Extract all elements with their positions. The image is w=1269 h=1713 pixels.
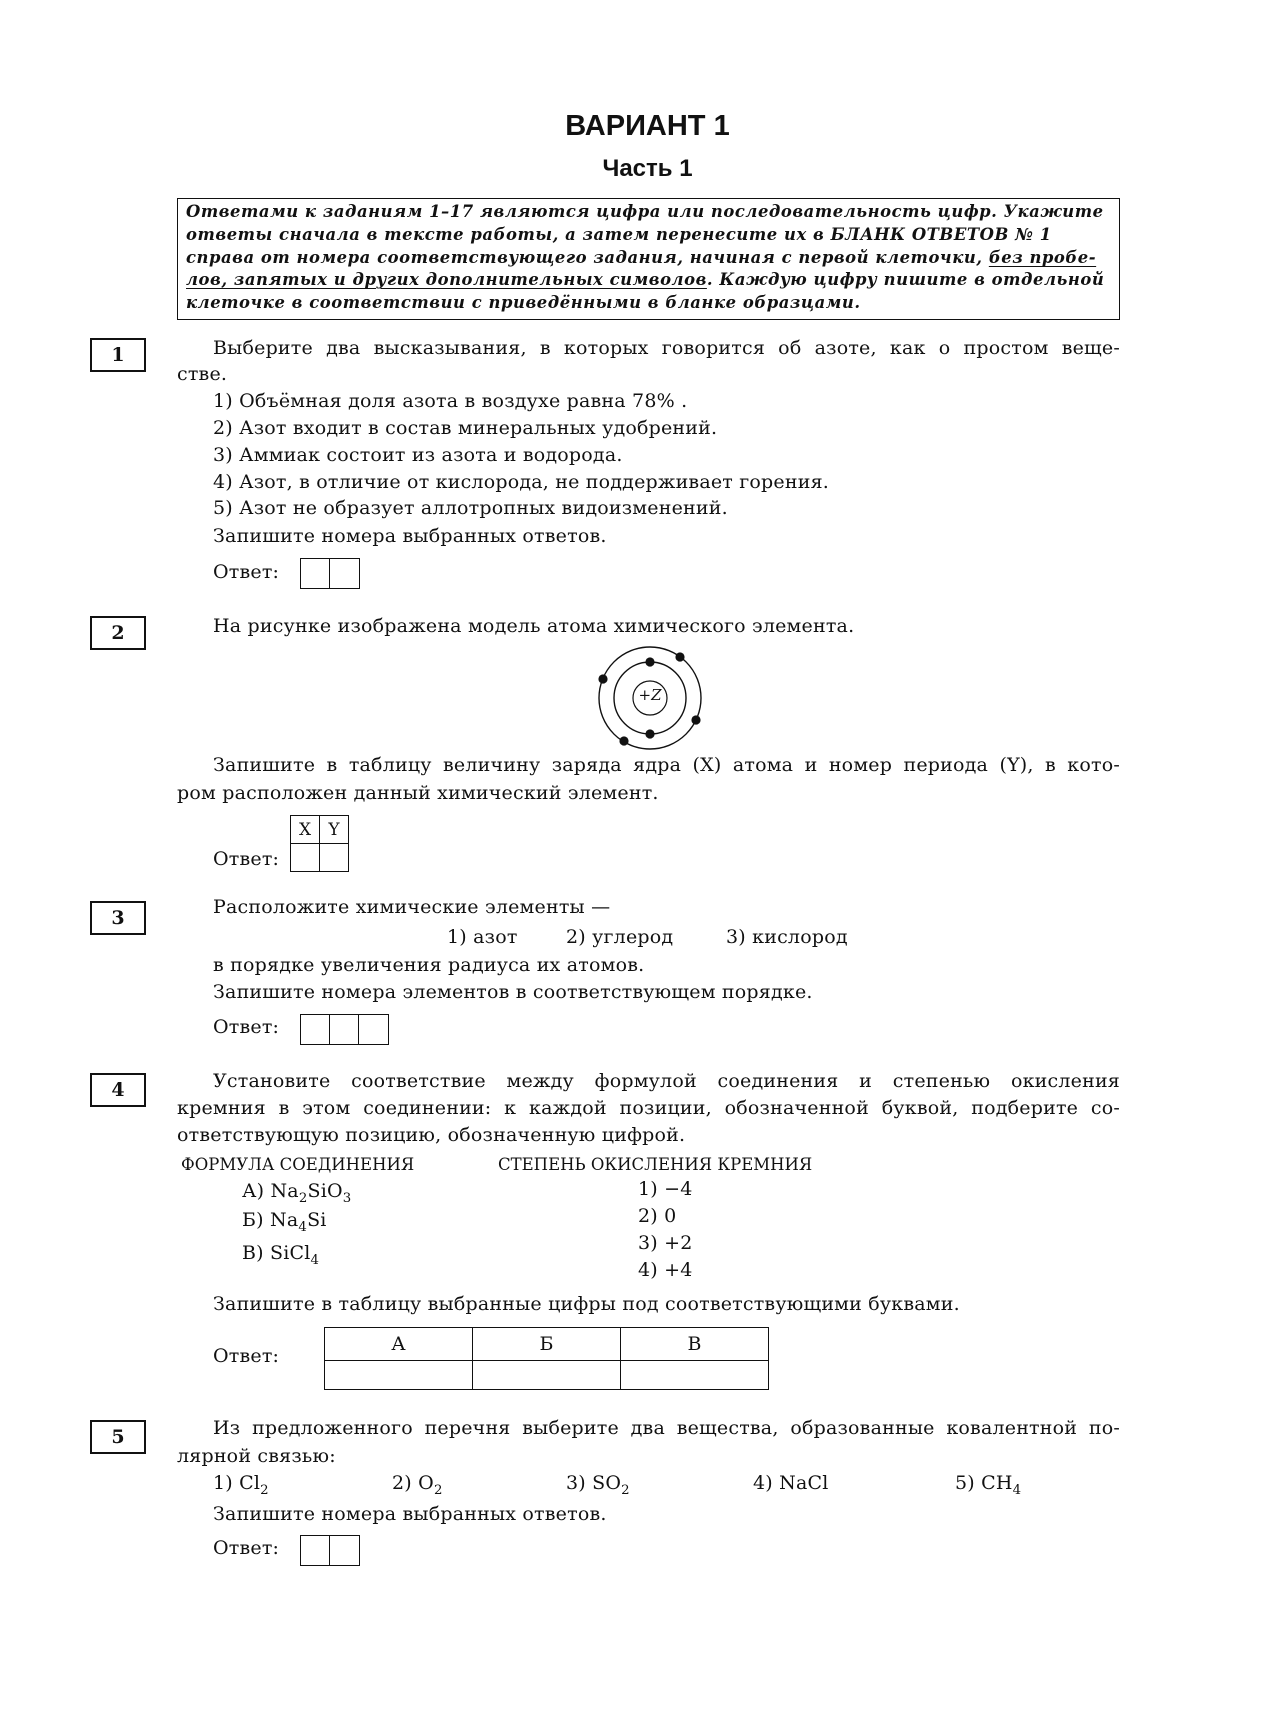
task3-line2: в порядке увеличения радиуса их атомов. xyxy=(213,954,645,976)
task5-option: 5) $CH_4$ xyxy=(955,1472,1022,1498)
task3-element: 3) кислород xyxy=(726,926,848,948)
task5-option: 1) $Cl_2$ xyxy=(213,1472,269,1498)
task1-option: 3) Аммиак состоит из азота и водорода. xyxy=(213,444,623,466)
instructions-box xyxy=(177,198,1120,320)
oxidation-state: 2) 0 xyxy=(638,1205,677,1227)
task5-option: 4) NaCl xyxy=(753,1472,829,1494)
answer-label: Ответ: xyxy=(213,1016,280,1038)
formula-v: В) SiCl$_4$ xyxy=(242,1242,320,1268)
table-header-v: В xyxy=(621,1328,769,1361)
task3-element: 2) углерод xyxy=(566,926,674,948)
task5-option: 3) $SO_2$ xyxy=(566,1472,630,1498)
formula-b: Б) $Na_4Si$ xyxy=(242,1209,327,1235)
answer-label: Ответ: xyxy=(213,848,280,870)
task3-question: Расположите химические элементы — xyxy=(213,896,611,918)
answer-label: Ответ: xyxy=(213,1537,280,1559)
task1-answer-cells[interactable] xyxy=(300,558,360,589)
task-number-2: 2 xyxy=(90,616,146,650)
oxidation-state: 1) −4 xyxy=(638,1178,693,1200)
task1-option: 2) Азот входит в состав минеральных удобрений. xyxy=(213,417,718,439)
answer-cell[interactable] xyxy=(330,559,359,588)
answer-cell[interactable] xyxy=(330,1015,359,1044)
answer-cell[interactable] xyxy=(330,1536,359,1565)
answer-cell[interactable] xyxy=(359,1015,388,1044)
task1-option: 1) Объёмная доля азота в воздухе равна 78% . xyxy=(213,390,688,412)
table-header-y: Y xyxy=(320,816,349,844)
task2-answer-table xyxy=(290,815,349,872)
answer-cell-y[interactable] xyxy=(320,844,349,872)
left-column-header: ФОРМУЛА СОЕДИНЕНИЯ xyxy=(181,1155,415,1174)
task3-element: 1) азот xyxy=(447,926,518,948)
variant-title: ВАРИАНТ 1 xyxy=(565,110,730,142)
table-header-x: X xyxy=(291,816,320,844)
task3-answer-cells[interactable] xyxy=(300,1014,389,1045)
table-header-a: А xyxy=(325,1328,473,1361)
answer-cell[interactable] xyxy=(301,1536,330,1565)
underlined-text: без пробе- xyxy=(988,248,1097,267)
task2-question: На рисунке изображена модель атома химического элемента. xyxy=(213,615,855,637)
task-number-1: 1 xyxy=(90,338,146,372)
answer-cell-b[interactable] xyxy=(473,1361,621,1390)
answer-cell-x[interactable] xyxy=(291,844,320,872)
task-number-5: 5 xyxy=(90,1420,146,1454)
task5-option: 2) $O_2$ xyxy=(392,1472,443,1498)
task5-question-line2: лярной связью: xyxy=(177,1445,336,1467)
instructions-line: Ответами к заданиям 1–17 являются цифра или последовательность цифр. Укажите xyxy=(186,202,1104,221)
oxidation-state: 4) +4 xyxy=(638,1259,693,1281)
task2-instruction-line1: Запишите в таблицу величину заряда ядра (X) атома и номер периода (Y), в кото- xyxy=(213,754,1120,776)
formula-a: А) $Na_2SiO_3$ xyxy=(242,1180,352,1206)
task1-instruction: Запишите номера выбранных ответов. xyxy=(213,525,607,547)
task5-question-line1: Из предложенного перечня выберите два вещества, образованные ковалентной по- xyxy=(213,1417,1120,1439)
task4-instruction: Запишите в таблицу выбранные цифры под соответствующими буквами. xyxy=(213,1293,960,1315)
task4-question-line2: кремния в этом соединении: к каждой позиции, обозначенной буквой, подберите со- xyxy=(177,1097,1120,1119)
task4-question-line1: Установите соответствие между формулой соединения и степенью окисления xyxy=(213,1070,1120,1092)
answer-label: Ответ: xyxy=(213,1345,280,1367)
underlined-text: лов, запятых и других дополнительных символов xyxy=(186,270,707,289)
task3-instruction: Запишите номера элементов в соответствующем порядке. xyxy=(213,981,813,1003)
answer-cell[interactable] xyxy=(301,1015,330,1044)
oxidation-state: 3) +2 xyxy=(638,1232,693,1254)
instructions-line: лов, запятых и других дополнительных символов. Каждую цифру пишите в отдельной xyxy=(186,270,1105,289)
task5-instruction: Запишите номера выбранных ответов. xyxy=(213,1503,607,1525)
instructions-line: клеточке в соответствии с приведёнными в бланке образцами. xyxy=(186,293,861,312)
table-header-b: Б xyxy=(473,1328,621,1361)
answer-cell-a[interactable] xyxy=(325,1361,473,1390)
task1-question-line2: стве. xyxy=(177,363,228,385)
right-column-header: СТЕПЕНЬ ОКИСЛЕНИЯ КРЕМНИЯ xyxy=(498,1155,813,1174)
task4-question-line3: ответствующую позицию, обозначенную цифрой. xyxy=(177,1124,686,1146)
answer-cell[interactable] xyxy=(301,559,330,588)
task-number-4: 4 xyxy=(90,1073,146,1107)
instructions-line: ответы сначала в тексте работы, а затем перенесите их в БЛАНК ОТВЕТОВ № 1 xyxy=(186,225,1052,244)
task4-answer-table xyxy=(324,1327,769,1390)
part-title: Часть 1 xyxy=(602,155,693,182)
answer-label: Ответ: xyxy=(213,561,280,583)
task5-answer-cells[interactable] xyxy=(300,1535,360,1566)
instructions-line: справа от номера соответствующего задания, начиная с первой клеточки, без пробе- xyxy=(186,248,1097,267)
nucleus-label: +Z xyxy=(638,686,662,704)
task1-option: 5) Азот не образует аллотропных видоизменений. xyxy=(213,497,728,519)
answer-cell-v[interactable] xyxy=(621,1361,769,1390)
task1-question-line1: Выберите два высказывания, в которых говорится об азоте, как о простом веще- xyxy=(213,337,1120,359)
task1-option: 4) Азот, в отличие от кислорода, не поддерживает горения. xyxy=(213,471,830,493)
task2-instruction-line2: ром расположен данный химический элемент. xyxy=(177,782,659,804)
task-number-3: 3 xyxy=(90,901,146,935)
